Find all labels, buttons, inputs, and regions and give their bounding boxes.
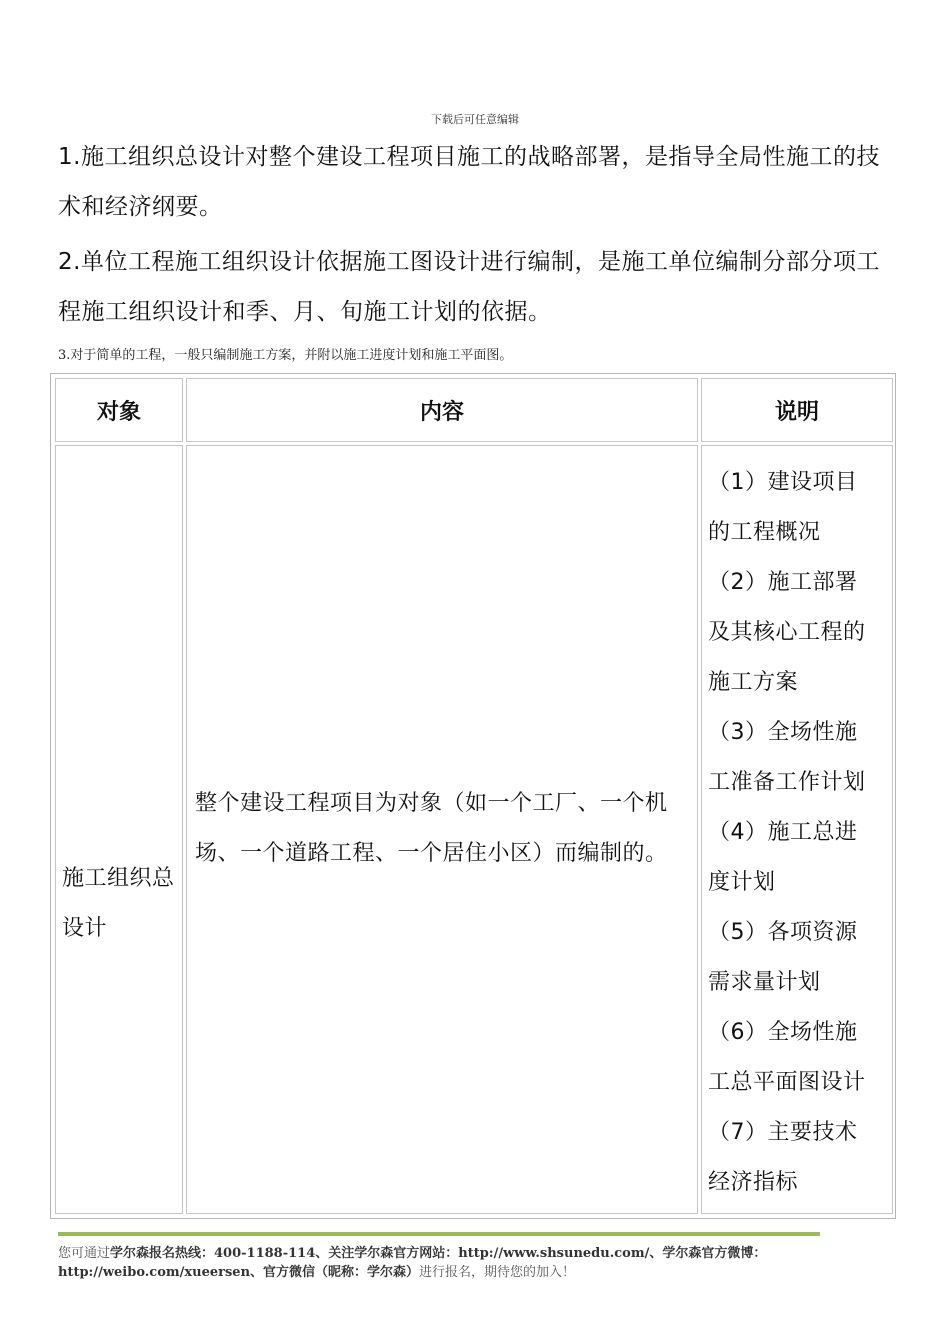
header-content: 内容	[186, 378, 698, 442]
footer	[58, 1244, 828, 1282]
footer-rule	[58, 1232, 820, 1236]
cell-content	[186, 445, 698, 1214]
explanation-line: 施工方案	[708, 670, 799, 695]
footer-prefix: 您可通过	[58, 1246, 111, 1261]
paragraph-2: 2.单位工程施工组织设计依据施工图设计进行编制，是施工单位编制分部分项工程施工组织设计和季、月、旬施工计划的依据。	[58, 249, 880, 325]
explanation-list	[708, 458, 892, 1208]
comparison-table	[50, 373, 896, 1219]
cell-explanation	[701, 445, 893, 1214]
explanation-line: （7）主要技术	[708, 1120, 858, 1145]
explanation-line: （1）建设项目	[708, 470, 858, 495]
explanation-line: 工准备工作计划	[708, 770, 866, 795]
paragraph-1: 1.施工组织总设计对整个建设工程项目施工的战略部署，是指导全局性施工的技术和经济纲要。	[58, 144, 880, 220]
explanation-line: 度计划	[708, 870, 776, 895]
footer-suffix: 进行报名，期待您的加入！	[419, 1265, 576, 1280]
cell-object	[55, 445, 183, 1214]
explanation-line: 需求量计划	[708, 970, 821, 995]
explanation-line: （5）各项资源	[708, 920, 858, 945]
header-explanation: 说明	[701, 378, 893, 442]
footer-contact: 学尔森报名热线：400-1188-114、关注学尔森官方网站：http://www.shsunedu.com/、学尔森官方微博：http://weibo.com/xueersen、官方微信（昵称：学尔森）	[58, 1246, 767, 1280]
object-text: 施工组织总设计	[62, 866, 175, 941]
explanation-line: 的工程概况	[708, 520, 821, 545]
content-text: 整个建设工程项目为对象（如一个工厂、一个机场、一个道路工程、一个居住小区）而编制的。	[195, 791, 668, 866]
explanation-line: （6）全场性施	[708, 1020, 858, 1045]
explanation-line: （4）施工总进	[708, 820, 858, 845]
explanation-line: 及其核心工程的	[708, 620, 866, 645]
explanation-line: 经济指标	[708, 1170, 799, 1195]
note-3: 3.对于简单的工程，一般只编制施工方案，并附以施工进度计划和施工平面图。	[58, 348, 513, 363]
header-object: 对象	[55, 378, 183, 442]
explanation-line: （2）施工部署	[708, 570, 858, 595]
header-note: 下载后可任意编辑	[431, 113, 519, 126]
explanation-line: 工总平面图设计	[708, 1070, 866, 1095]
explanation-line: （3）全场性施	[708, 720, 858, 745]
